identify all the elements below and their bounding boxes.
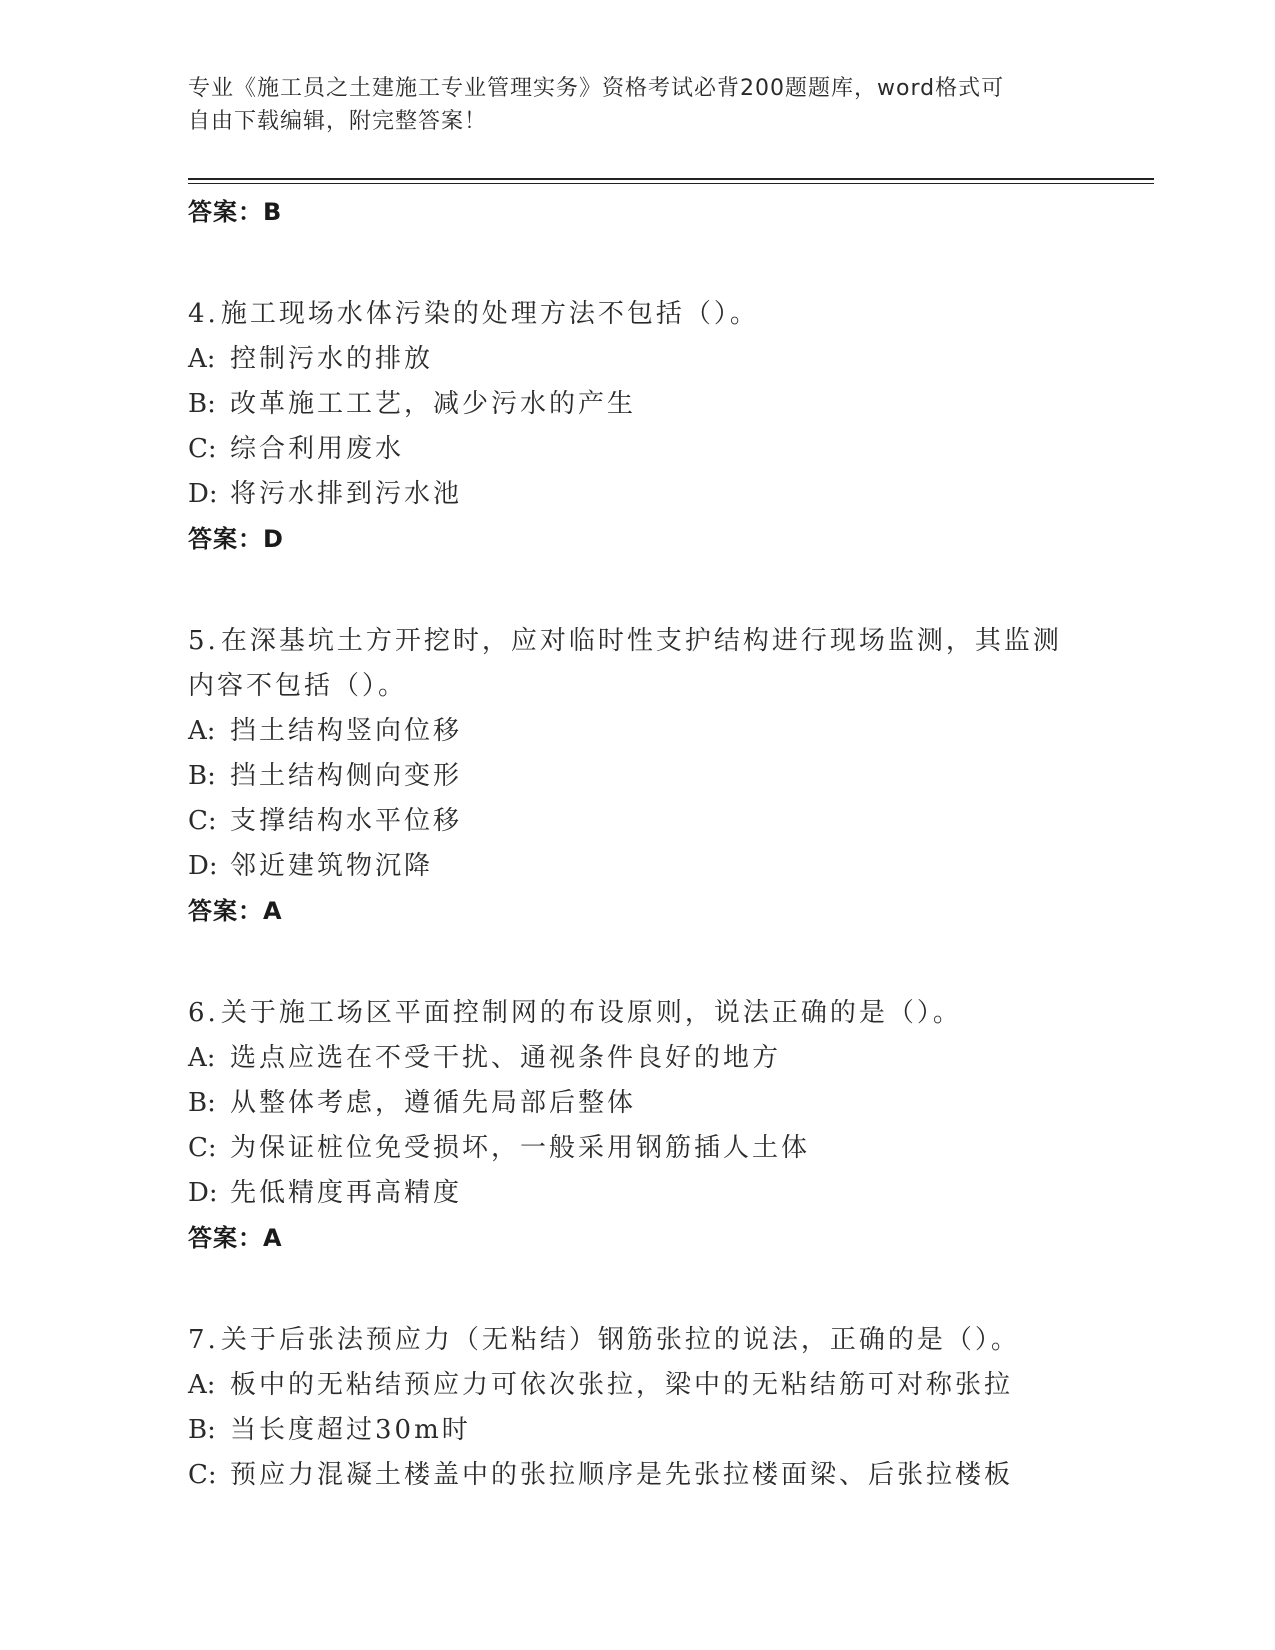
option-key: B: <box>188 761 216 791</box>
question-list <box>188 190 1154 1498</box>
option-text: 综合利用废水 <box>230 434 405 464</box>
option-c <box>188 427 1154 472</box>
option-b <box>188 754 1154 799</box>
option-a <box>188 1036 1154 1081</box>
answer-line: 答案：B <box>188 198 283 226</box>
option-text: 板中的无粘结预应力可依次张拉，梁中的无粘结筋可对称张拉 <box>230 1370 1014 1400</box>
question-text: 在深基坑土方开挖时，应对临时性支护结构进行现场监测，其监测 <box>220 626 1062 656</box>
option-text: 将污水排到污水池 <box>230 479 463 509</box>
option-key: B: <box>188 1088 216 1118</box>
option-text: 为保证桩位免受损坏，一般采用钢筋插人土体 <box>230 1133 811 1163</box>
question-item <box>188 619 1154 933</box>
option-a <box>188 709 1154 754</box>
option-b <box>188 382 1154 427</box>
option-c <box>188 1126 1154 1171</box>
header-line-1: 专业《施工员之土建施工专业管理实务》资格考试必背200题题库，word格式可 <box>188 76 1005 101</box>
question-stem-continued: 内容不包括（）。 <box>188 671 408 701</box>
question-number: 7. <box>188 1325 219 1355</box>
option-text: 预应力混凝土楼盖中的张拉顺序是先张拉楼面梁、后张拉楼板 <box>230 1460 1014 1490</box>
option-key: C: <box>188 434 217 464</box>
option-text: 控制污水的排放 <box>230 344 434 374</box>
option-text: 邻近建筑物沉降 <box>230 851 434 881</box>
option-key: A: <box>188 344 216 374</box>
option-text: 从整体考虑，遵循先局部后整体 <box>230 1088 637 1118</box>
question-number: 4. <box>188 299 219 329</box>
question-text: 关于施工场区平面控制网的布设原则，说法正确的是（）。 <box>220 998 962 1028</box>
option-b <box>188 1081 1154 1126</box>
option-key: B: <box>188 1415 216 1445</box>
option-text: 挡土结构侧向变形 <box>230 761 463 791</box>
option-a <box>188 337 1154 382</box>
option-text: 支撑结构水平位移 <box>230 806 463 836</box>
question-stem <box>188 991 1154 1036</box>
option-text: 挡土结构竖向位移 <box>230 716 463 746</box>
option-key: C: <box>188 1460 217 1490</box>
option-text: 先低精度再高精度 <box>230 1178 463 1208</box>
header-divider-thin <box>188 183 1154 184</box>
question-number: 5. <box>188 626 219 656</box>
document-header <box>188 72 1068 138</box>
option-c <box>188 799 1154 844</box>
option-key: C: <box>188 1133 217 1163</box>
option-text: 选点应选在不受干扰、通视条件良好的地方 <box>230 1043 782 1073</box>
option-a <box>188 1363 1154 1408</box>
answer-line: 答案：A <box>188 897 283 925</box>
option-d <box>188 472 1154 517</box>
question-text: 关于后张法预应力（无粘结）钢筋张拉的说法，正确的是（）。 <box>220 1325 1020 1355</box>
question-item <box>188 1318 1154 1498</box>
option-key: D: <box>188 851 218 881</box>
question-stem <box>188 292 1154 337</box>
question-stem <box>188 1318 1154 1363</box>
option-text: 当长度超过30m时 <box>230 1415 471 1445</box>
option-c <box>188 1453 1154 1498</box>
header-line-2: 自由下载编辑，附完整答案！ <box>188 109 488 134</box>
option-key: D: <box>188 1178 218 1208</box>
option-d <box>188 1171 1154 1216</box>
question-stem <box>188 619 1154 664</box>
question-item <box>188 991 1154 1260</box>
option-b <box>188 1408 1154 1453</box>
answer-line: 答案：D <box>188 525 284 553</box>
option-d <box>188 844 1154 889</box>
option-key: A: <box>188 1370 216 1400</box>
option-text: 改革施工工艺，减少污水的产生 <box>230 389 637 419</box>
option-key: D: <box>188 479 218 509</box>
question-item <box>188 292 1154 561</box>
option-key: B: <box>188 389 216 419</box>
option-key: C: <box>188 806 217 836</box>
header-divider-thick <box>188 178 1154 180</box>
option-key: A: <box>188 1043 216 1073</box>
question-text: 施工现场水体污染的处理方法不包括（）。 <box>220 299 759 329</box>
option-key: A: <box>188 716 216 746</box>
question-number: 6. <box>188 998 219 1028</box>
answer-line: 答案：A <box>188 1224 283 1252</box>
